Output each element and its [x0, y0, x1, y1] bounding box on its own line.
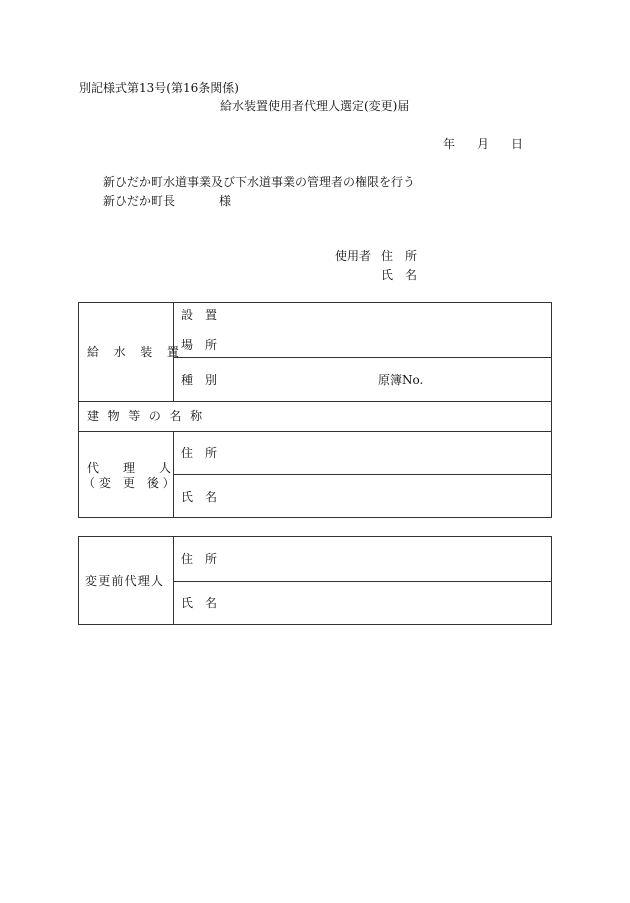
date-day-label: 日: [511, 137, 524, 151]
type-label: 種 別: [181, 373, 218, 387]
agent-after-address-label: 住 所: [181, 446, 218, 460]
register-number-label: 原簿No.: [378, 373, 424, 387]
agent-after-name-field[interactable]: [239, 479, 544, 513]
row-divider: [79, 401, 551, 402]
applicant-role: 使用者: [335, 249, 372, 263]
installation-label: 設 置: [181, 308, 218, 322]
addressee-line1: 新ひだか町水道事業及び下水道事業の管理者の権限を行う: [103, 175, 416, 189]
column-divider: [173, 431, 174, 517]
register-number-field[interactable]: [424, 363, 544, 397]
supply-device-label: 給 水 装 置: [87, 345, 185, 359]
applicant-address-label: 住 所: [381, 249, 418, 263]
previous-agent-address-field[interactable]: [239, 542, 544, 576]
row-divider: [174, 474, 551, 475]
row-divider: [174, 357, 551, 358]
addressee-honorific: 様: [219, 194, 232, 208]
date-year-label: 年: [443, 137, 456, 151]
type-field[interactable]: [239, 363, 369, 397]
form-number: 別記様式第13号(第16条関係): [79, 81, 239, 95]
building-name-label: 建 物 等 の 名 称: [87, 409, 205, 423]
form-title: 給水装置使用者代理人選定(変更)届: [220, 99, 410, 113]
previous-agent-name-label: 氏 名: [181, 596, 218, 610]
agent-after-sublabel: （ 変 更 後 ）: [83, 476, 175, 490]
application-table: [78, 302, 552, 518]
previous-agent-label: 変更前代理人: [85, 574, 165, 588]
previous-agent-name-field[interactable]: [239, 586, 544, 620]
previous-agent-table: [78, 536, 552, 625]
column-divider: [173, 537, 174, 624]
agent-after-label: 代 理 人: [87, 461, 172, 475]
installation-location-field[interactable]: [239, 307, 539, 353]
addressee-line2: 新ひだか町長: [103, 194, 176, 208]
agent-after-name-label: 氏 名: [181, 490, 218, 504]
date-month-label: 月: [477, 137, 490, 151]
row-divider: [174, 581, 551, 582]
previous-agent-address-label: 住 所: [181, 552, 218, 566]
building-name-field[interactable]: [219, 404, 544, 428]
row-divider: [79, 431, 551, 432]
applicant-name-label: 氏 名: [381, 268, 418, 282]
location-label: 場 所: [181, 338, 218, 352]
agent-after-address-field[interactable]: [239, 436, 544, 470]
